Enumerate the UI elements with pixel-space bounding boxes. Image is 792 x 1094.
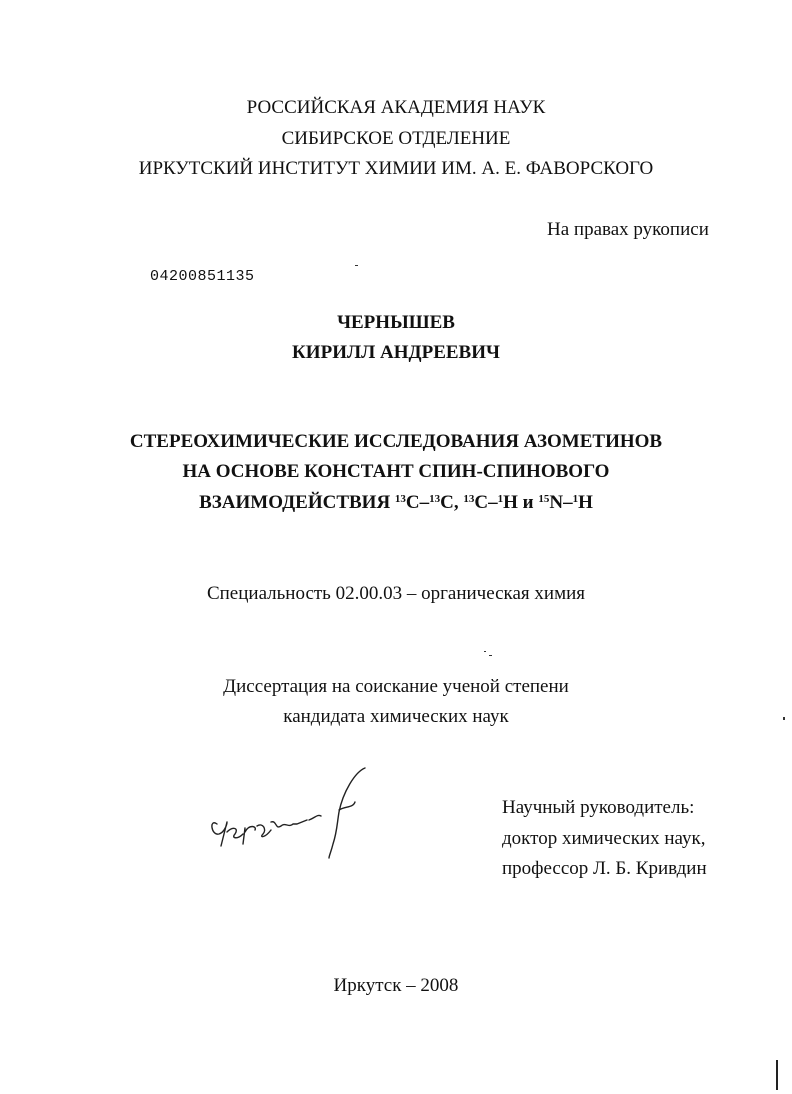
title-line-3: ВЗАИМОДЕЙСТВИЯ $^{13}$C–$^{13}$C, $^{13}$C–$^1$H и $^{15}$N–$^1$H (199, 492, 593, 513)
author-signature (205, 762, 375, 862)
rights-note: На правах рукописи (547, 219, 709, 240)
supervisor-label: Научный руководитель: (502, 797, 695, 818)
supervisor-name: профессор Л. Б. Кривдин (502, 858, 707, 879)
scan-edge-mark (776, 1060, 778, 1090)
supervisor-degree: доктор химических наук, (502, 828, 706, 849)
signature-stroke-1 (212, 815, 321, 846)
title-line-1: СТЕРЕОХИМИЧЕСКИЕ ИССЛЕДОВАНИЯ АЗОМЕТИНОВ (129, 431, 663, 452)
city-year: Иркутск – 2008 (333, 975, 459, 996)
signature-stroke-2 (329, 768, 365, 858)
catalog-number: 04200851135 (150, 268, 255, 285)
scan-speck (484, 651, 486, 652)
title-line-2: НА ОСНОВЕ КОНСТАНТ СПИН-СПИНОВОГО (182, 461, 610, 482)
scan-speck (355, 265, 358, 266)
dissertation-line-1: Диссертация на соискание ученой степени (223, 676, 569, 697)
dissertation-line-2: кандидата химических наук (283, 706, 509, 727)
author-given-names: КИРИЛЛ АНДРЕЕВИЧ (292, 342, 500, 363)
branch-name: СИБИРСКОЕ ОТДЕЛЕНИЕ (281, 128, 511, 149)
scan-speck (783, 717, 785, 720)
institute-name: ИРКУТСКИЙ ИНСТИТУТ ХИМИИ ИМ. А. Е. ФАВОРСКОГО (138, 158, 654, 179)
academy-name: РОССИЙСКАЯ АКАДЕМИЯ НАУК (246, 97, 546, 118)
specialty: Специальность 02.00.03 – органическая химия (206, 583, 586, 604)
author-surname: ЧЕРНЫШЕВ (337, 312, 455, 333)
scan-speck (489, 655, 492, 656)
